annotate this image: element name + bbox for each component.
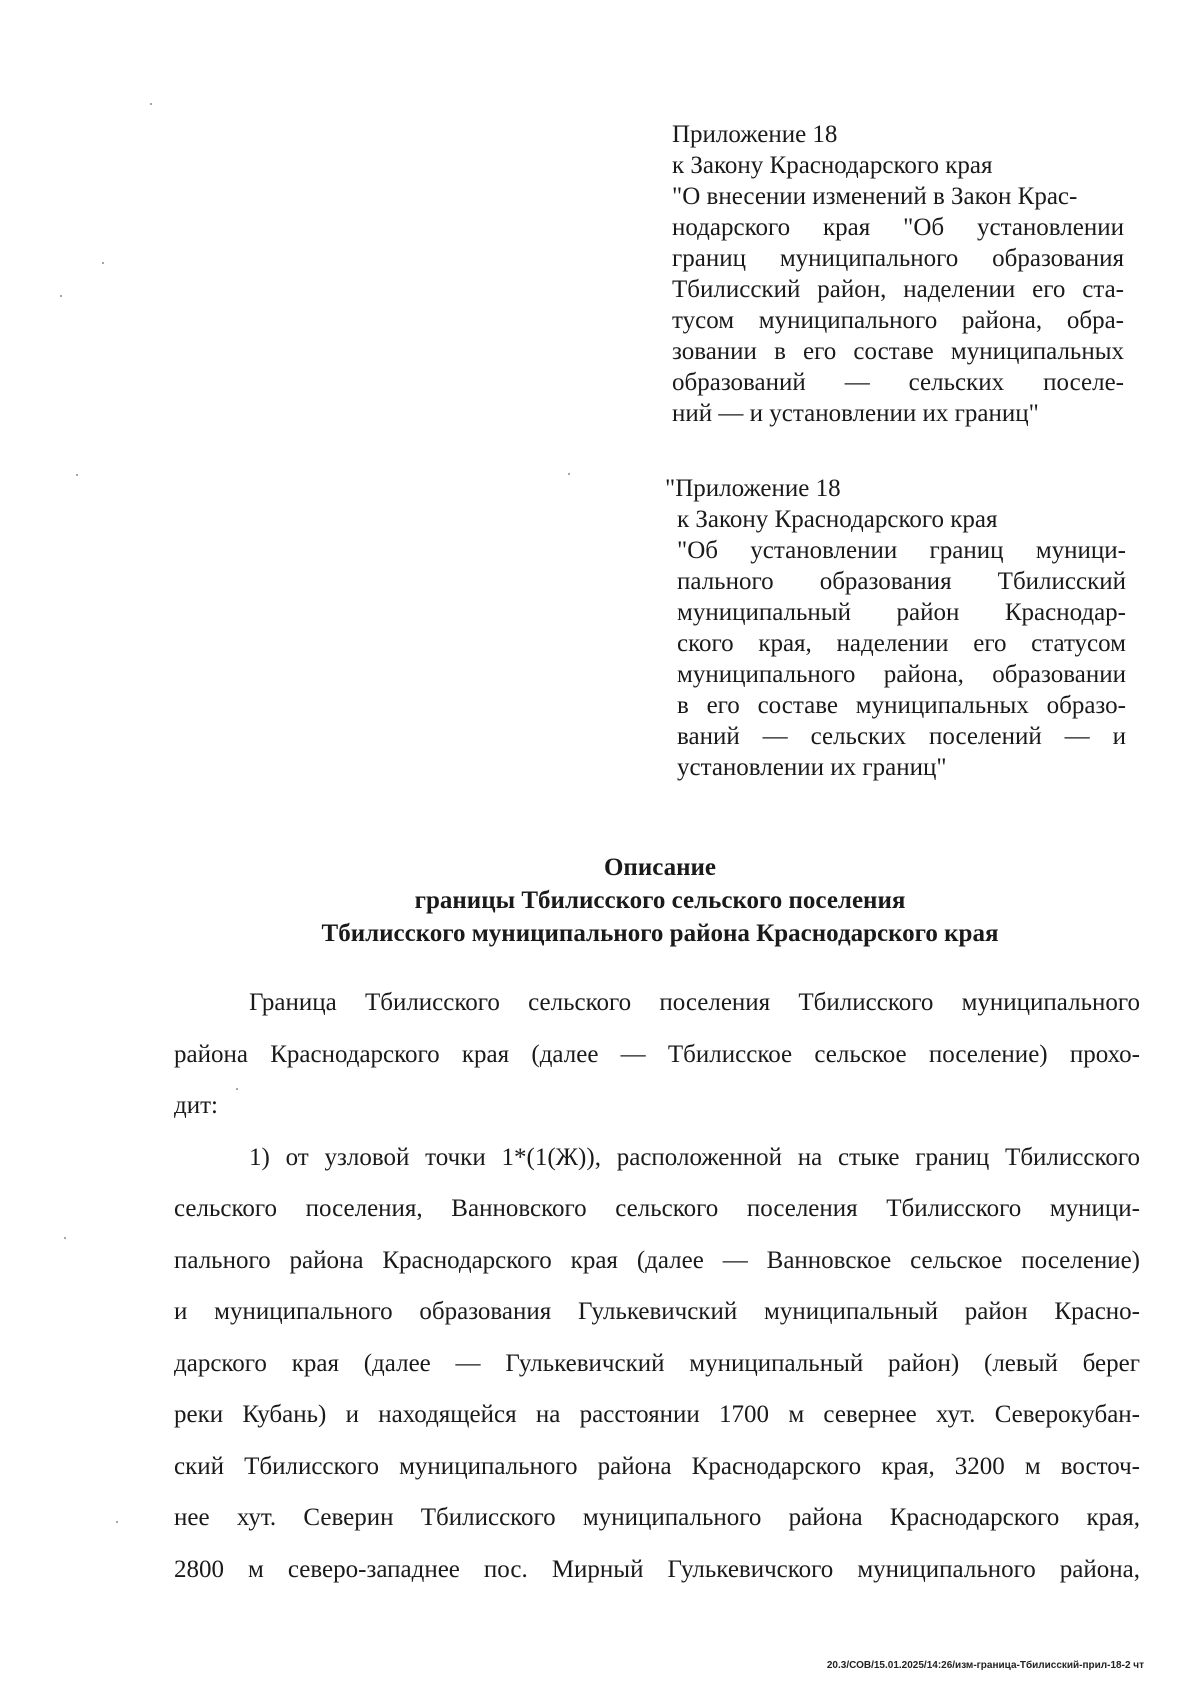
body-line: Граница Тбилисского сельского поселения Тбилисского муниципального <box>249 989 1140 1016</box>
body-line: и муниципального образования Гулькевичский муниципальный район Красно- <box>174 1298 1140 1325</box>
scan-speck <box>76 474 78 476</box>
appendix-line: установлении их границ" <box>677 754 947 781</box>
appendix-line: границ муниципального образования <box>672 245 1124 272</box>
body-line: дарского края (далее — Гулькевичский муниципальный район) (левый берег <box>174 1349 1140 1377</box>
title-line: границы Тбилисского сельского поселения <box>414 887 906 914</box>
scan-speck <box>116 1521 118 1523</box>
body-line: дит: <box>174 1092 218 1119</box>
body-line: ский Тбилисского муниципального района Краснодарского края, 3200 м восточ- <box>174 1452 1140 1480</box>
appendix-line: зовании в его составе муниципальных <box>672 338 1124 365</box>
title-line: Описание <box>603 854 717 881</box>
appendix-line: образований — сельских поселе- <box>672 369 1124 396</box>
appendix-line: пального образования Тбилисский <box>677 568 1126 595</box>
appendix-line: Приложение 18 <box>672 121 838 148</box>
scan-speck <box>568 473 570 475</box>
appendix-line: муниципального района, образовании <box>677 661 1126 688</box>
scan-speck <box>236 1088 238 1090</box>
appendix-header-amendment <box>672 119 1124 429</box>
appendix-line: нодарского края "Об установлении <box>672 214 1124 241</box>
appendix-line: "Об установлении границ муници- <box>677 537 1126 564</box>
document-title <box>180 851 1140 950</box>
appendix-line: Тбилисский район, наделении его ста- <box>672 276 1124 303</box>
footer-file-reference: 20.3/СОВ/15.01.2025/14:26/изм-граница-Тбилисский-прил-18-2 чт <box>826 1660 1144 1671</box>
body-line: района Краснодарского края (далее — Тбилисское сельское поселение) прохо- <box>174 1040 1140 1068</box>
scan-speck <box>150 103 152 105</box>
appendix-line: "Приложение 18 <box>665 475 841 502</box>
body-line: реки Кубань) и находящейся на расстоянии 1700 м севернее хут. Северокубан- <box>174 1401 1140 1428</box>
appendix-line: тусом муниципального района, обра- <box>672 307 1124 334</box>
document-body <box>174 977 1140 1595</box>
body-line: 1) от узловой точки 1*(1(Ж)), расположенной на стыке границ Тбилисского <box>249 1143 1140 1171</box>
appendix-header-original <box>665 473 1126 783</box>
appendix-line: в его составе муниципальных образо- <box>677 692 1126 719</box>
appendix-line: "О внесении изменений в Закон Крас- <box>672 183 1078 210</box>
title-line: Тбилисского муниципального района Краснодарского края <box>321 920 999 947</box>
appendix-line: муниципальный район Краснодар- <box>677 599 1126 626</box>
appendix-line: ваний — сельских поселений — и <box>677 723 1126 750</box>
body-line: сельского поселения, Ванновского сельского поселения Тбилисского муници- <box>174 1195 1140 1222</box>
appendix-line: ний — и установлении их границ" <box>672 400 1039 427</box>
scan-speck <box>102 262 104 264</box>
body-line: 2800 м северо-западнее пос. Мирный Гулькевичского муниципального района, <box>174 1555 1140 1583</box>
body-line: нее хут. Северин Тбилисского муниципального района Краснодарского края, <box>174 1504 1140 1531</box>
appendix-line: к Закону Краснодарского края <box>677 506 998 533</box>
scan-speck <box>60 295 62 297</box>
scan-speck <box>64 1237 66 1239</box>
appendix-line: к Закону Краснодарского края <box>672 152 993 179</box>
appendix-line: ского края, наделении его статусом <box>677 630 1126 657</box>
body-line: пального района Краснодарского края (далее — Ванновское сельское поселение) <box>174 1246 1140 1274</box>
